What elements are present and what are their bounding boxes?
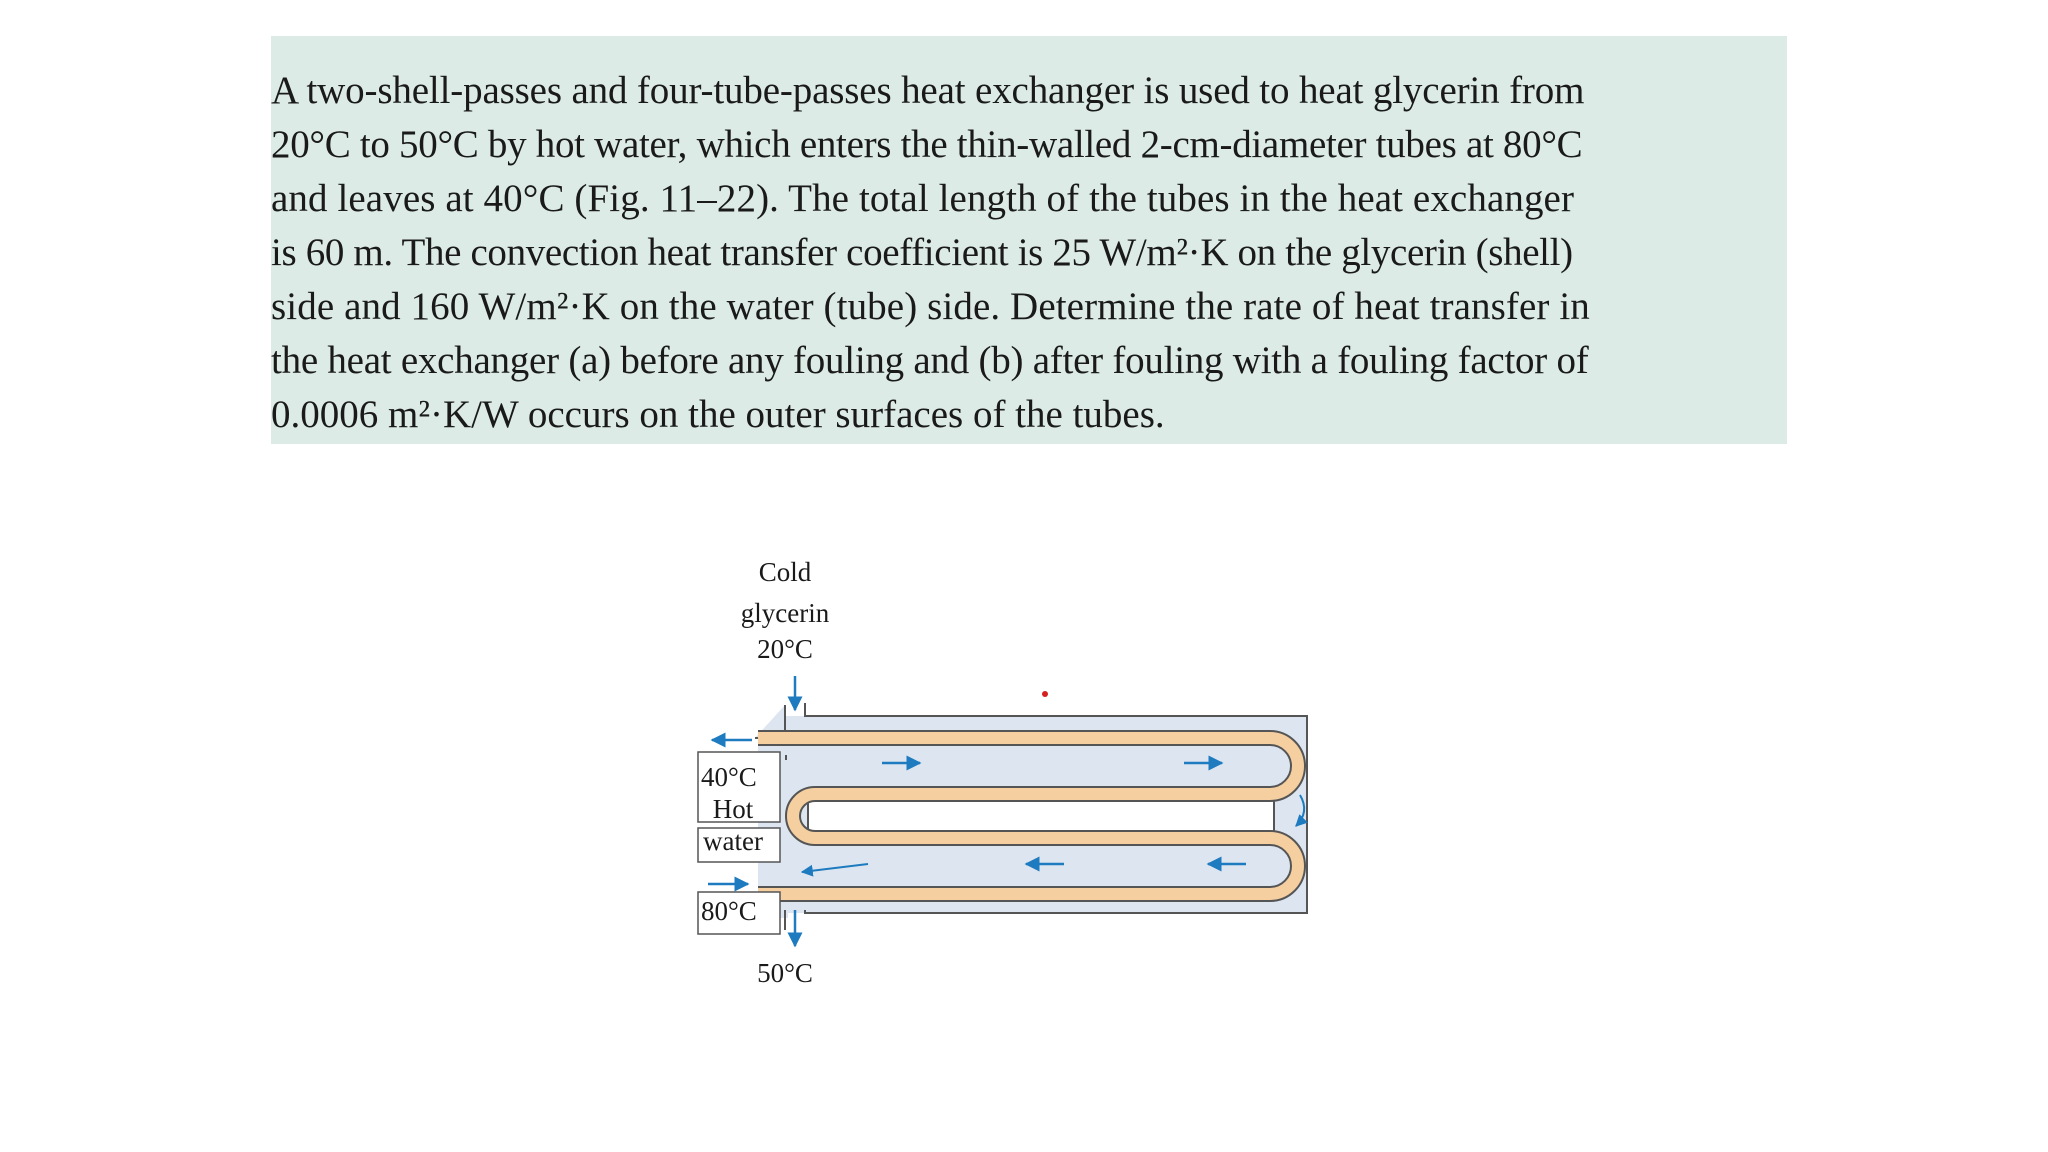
- problem-line-6: the heat exchanger (a) before any fouling and (b) after fouling with a fouling factor of: [271, 339, 1589, 382]
- cold-inlet-label-1: Cold: [758, 557, 812, 587]
- shell-outlet-nozzle: [785, 910, 956, 930]
- hot-outlet-temp: 40°C: [701, 762, 757, 792]
- problem-line-1: A two-shell-passes and four-tube-passes heat exchanger is used to heat glycerin from: [271, 69, 1585, 112]
- hot-inlet-temp: 80°C: [701, 896, 757, 926]
- problem-line-5: side and 160 W/m²·K on the water (tube) side. Determine the rate of heat transfer in: [271, 285, 1590, 328]
- cold-inlet-label-2: glycerin: [740, 598, 830, 628]
- problem-line-4: is 60 m. The convection heat transfer coefficient is 25 W/m²·K on the glycerin (shell): [271, 231, 1573, 274]
- problem-line-7: 0.0006 m²·K/W occurs on the outer surfaces of the tubes.: [271, 393, 1165, 436]
- hot-label-2: water: [703, 826, 763, 856]
- cold-inlet-temp: 20°C: [757, 634, 813, 664]
- problem-line-3: and leaves at 40°C (Fig. 11–22). The total length of the tubes in the heat exchanger: [271, 177, 1575, 220]
- cold-outlet-temp: 50°C: [757, 958, 813, 988]
- problem-line-2: 20°C to 50°C by hot water, which enters the thin-walled 2-cm-diameter tubes at 80°C: [271, 123, 1583, 166]
- hot-label-1: Hot: [712, 794, 754, 824]
- red-dot: [1042, 691, 1048, 697]
